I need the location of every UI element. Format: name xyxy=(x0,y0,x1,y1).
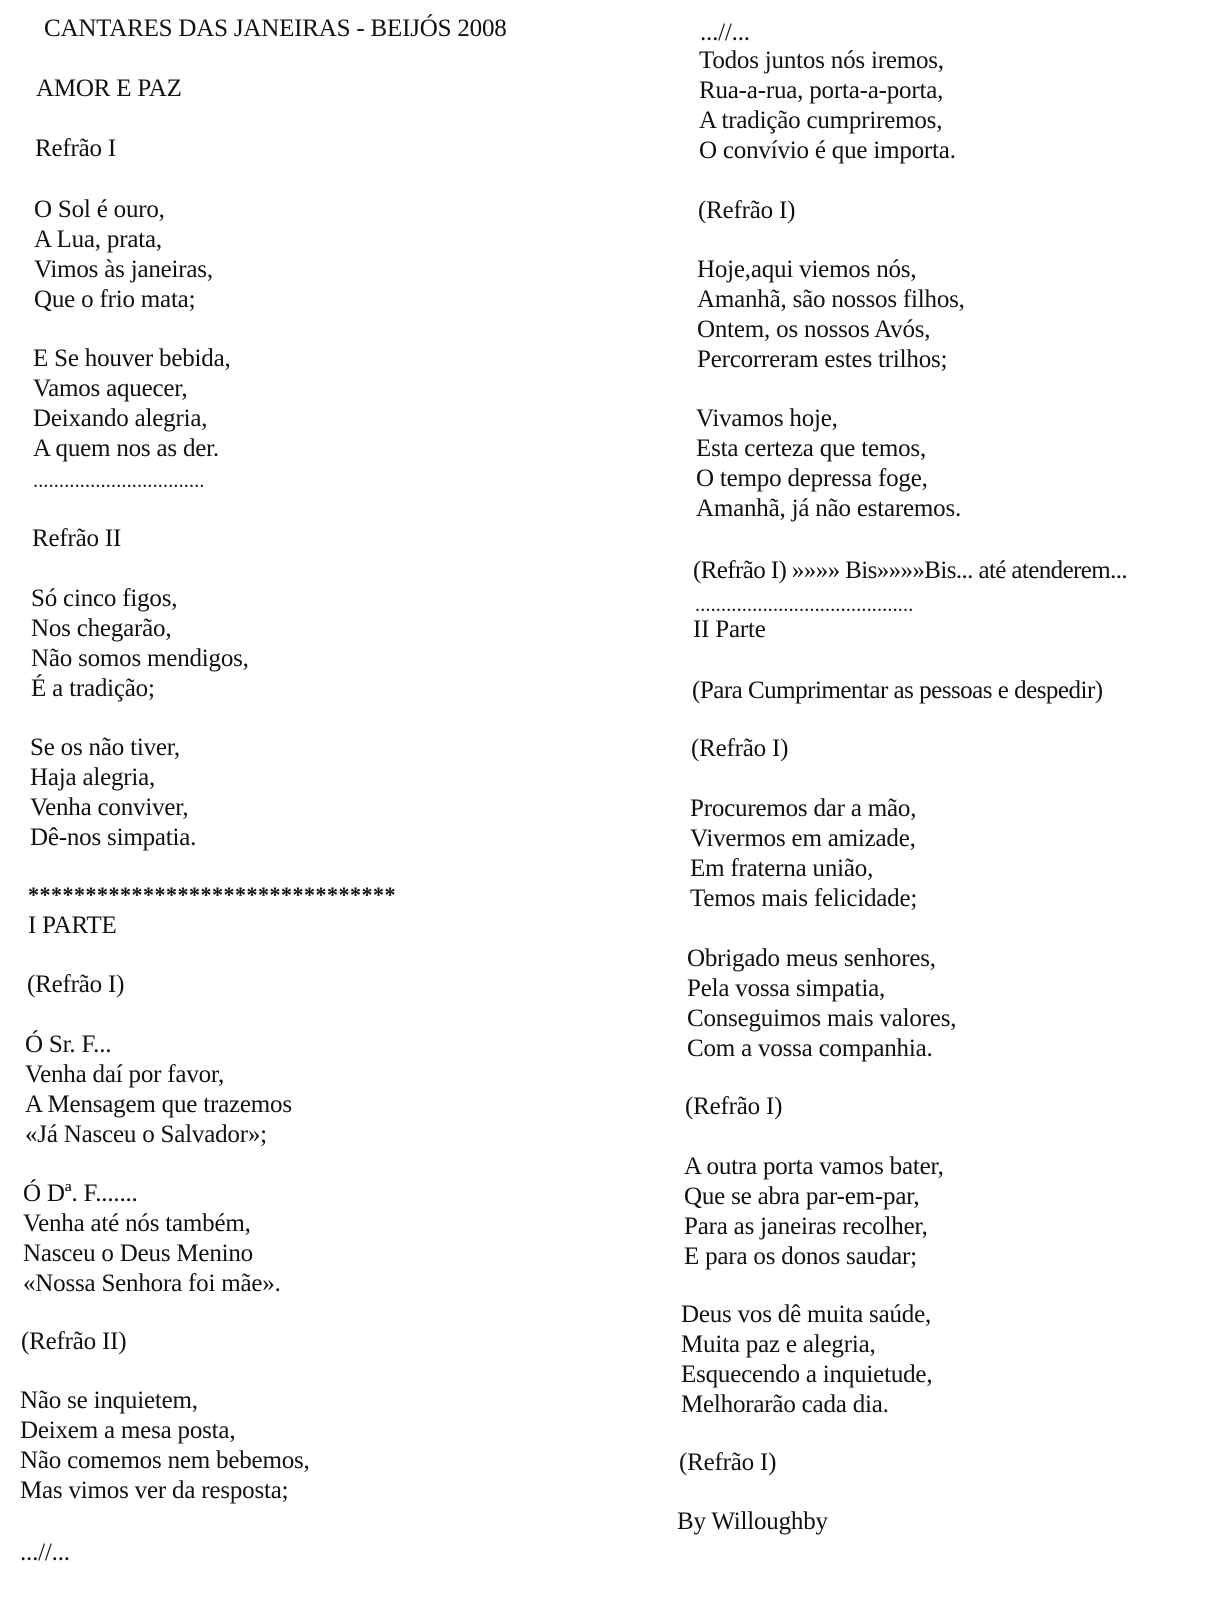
verse-line: Pela vossa simpatia, xyxy=(687,975,886,1002)
refrain-marker: (Refrão II) xyxy=(21,1328,127,1355)
verse-line: Só cinco figos, xyxy=(31,585,178,612)
verse-line: Venha daí por favor, xyxy=(25,1061,225,1088)
verse-line: Que se abra par-em-par, xyxy=(684,1183,920,1210)
verse-line: Vivermos em amizade, xyxy=(690,825,916,852)
verse-line: E para os donos saudar; xyxy=(684,1243,917,1270)
verse-line: A tradição cumpriremos, xyxy=(699,107,943,134)
verse-line: Muita paz e alegria, xyxy=(681,1331,876,1358)
verse-line: Mas vimos ver da resposta; xyxy=(20,1477,289,1504)
verse-line: Deus vos dê muita saúde, xyxy=(681,1301,932,1328)
refrain-heading: Refrão I xyxy=(35,135,116,162)
verse-line: Vamos aquecer, xyxy=(33,375,188,402)
verse-line: Deixando alegria, xyxy=(33,405,208,432)
verse-line: Procuremos dar a mão, xyxy=(690,795,917,822)
verse-line: O tempo depressa foge, xyxy=(696,465,928,492)
refrain-repeat-note: (Refrão I) »»»» Bis»»»»Bis... até atenderem... xyxy=(693,557,1128,584)
verse-line: Esta certeza que temos, xyxy=(696,435,927,462)
dotted-separator: ................................. xyxy=(33,470,205,492)
verse-line: Esquecendo a inquietude, xyxy=(681,1361,933,1388)
continuation-mark: ...//... xyxy=(700,19,750,46)
verse-line: Obrigado meus senhores, xyxy=(687,945,936,972)
part-heading: II Parte xyxy=(693,616,766,643)
verse-line: É a tradição; xyxy=(31,675,155,702)
verse-line: Nos chegarão, xyxy=(31,615,172,642)
document-title: CANTARES DAS JANEIRAS - BEIJÓS 2008 xyxy=(44,15,507,42)
verse-line: Não se inquietem, xyxy=(20,1387,198,1414)
verse-line: Ó Sr. F... xyxy=(25,1031,112,1058)
verse-line: Percorreram estes trilhos; xyxy=(697,346,948,373)
verse-line: A quem nos as der. xyxy=(33,435,219,462)
verse-line: O convívio é que importa. xyxy=(699,137,956,164)
asterisk-separator: ******************************** xyxy=(28,882,396,907)
verse-line: Para as janeiras recolher, xyxy=(684,1213,928,1240)
verse-line: Temos mais felicidade; xyxy=(690,885,918,912)
verse-line: E Se houver bebida, xyxy=(33,345,231,372)
verse-line: «Nossa Senhora foi mãe». xyxy=(23,1270,281,1297)
verse-line: Conseguimos mais valores, xyxy=(687,1005,957,1032)
part-heading: I PARTE xyxy=(28,912,117,939)
verse-line: Não comemos nem bebemos, xyxy=(20,1447,310,1474)
refrain-marker: (Refrão I) xyxy=(698,197,796,224)
refrain-marker: (Refrão I) xyxy=(685,1093,783,1120)
verse-line: Ó Dª. F....... xyxy=(23,1180,138,1207)
verse-line: Amanhã, já não estaremos. xyxy=(696,495,962,522)
verse-line: Hoje,aqui viemos nós, xyxy=(697,256,917,283)
verse-line: Em fraterna união, xyxy=(690,855,874,882)
author-signature: By Willoughby xyxy=(677,1508,828,1535)
verse-line: A Lua, prata, xyxy=(34,226,162,253)
verse-line: Rua-a-rua, porta-a-porta, xyxy=(699,77,944,104)
verse-line: Nasceu o Deus Menino xyxy=(23,1240,253,1267)
verse-line: «Já Nasceu o Salvador»; xyxy=(25,1121,267,1148)
verse-line: Venha até nós também, xyxy=(23,1210,251,1237)
part-description: (Para Cumprimentar as pessoas e despedir) xyxy=(692,677,1103,704)
verse-line: Deixem a mesa posta, xyxy=(20,1417,236,1444)
verse-line: Vimos às janeiras, xyxy=(34,256,213,283)
verse-line: Melhorarão cada dia. xyxy=(681,1391,889,1418)
verse-line: Haja alegria, xyxy=(30,764,156,791)
verse-line: A outra porta vamos bater, xyxy=(684,1153,944,1180)
verse-line: Vivamos hoje, xyxy=(696,405,838,432)
verse-line: Com a vossa companhia. xyxy=(687,1035,933,1062)
verse-line: Que o frio mata; xyxy=(34,286,196,313)
verse-line: Não somos mendigos, xyxy=(31,645,249,672)
verse-line: Amanhã, são nossos filhos, xyxy=(697,286,965,313)
song-title: AMOR E PAZ xyxy=(36,75,182,102)
verse-line: Venha conviver, xyxy=(30,794,189,821)
verse-line: Se os não tiver, xyxy=(30,734,180,761)
verse-line: Dê-nos simpatia. xyxy=(30,824,197,851)
refrain-marker: (Refrão I) xyxy=(691,735,789,762)
refrain-marker: (Refrão I) xyxy=(27,971,125,998)
continuation-mark: ...//... xyxy=(20,1539,70,1566)
dotted-separator: .......................................... xyxy=(695,594,914,616)
verse-line: A Mensagem que trazemos xyxy=(25,1091,292,1118)
refrain-marker: (Refrão I) xyxy=(679,1449,777,1476)
verse-line: Todos juntos nós iremos, xyxy=(699,47,944,74)
verse-line: O Sol é ouro, xyxy=(34,196,165,223)
verse-line: Ontem, os nossos Avós, xyxy=(697,316,931,343)
refrain-heading: Refrão II xyxy=(32,525,122,552)
